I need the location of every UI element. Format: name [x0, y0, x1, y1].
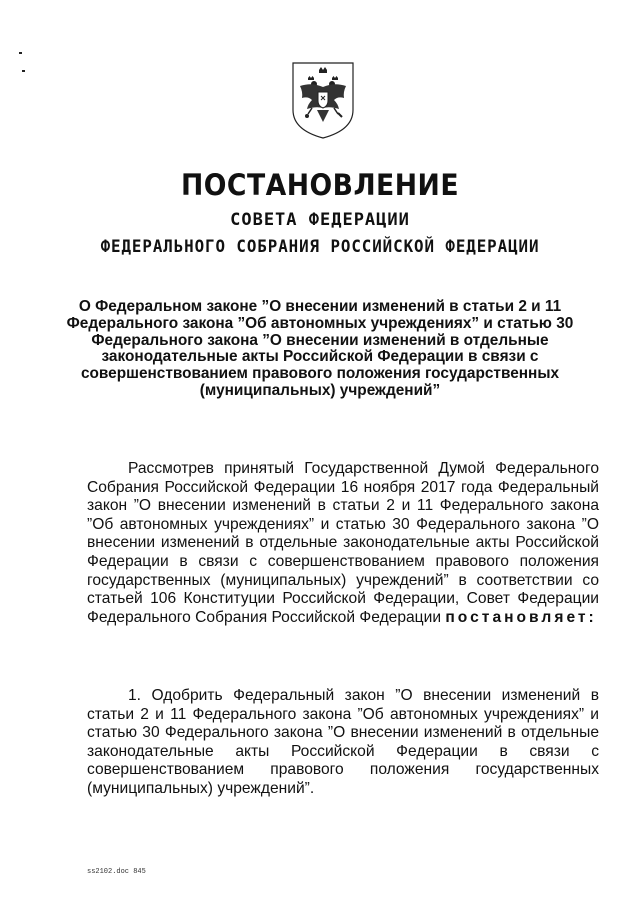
- resolution-item-1: 1. Одобрить Федеральный закон ”О внесении изменений в статьи 2 и 11 Федерального закона ”Об автономных учреждениях” и статью 30 Федерального закона ”О внесении изменений в отдельные законодательные акты Российской Федерации в связи с совершенствованием правового положения государственных (муниципальных) учреждений”.: [87, 687, 599, 797]
- file-code: ss2102.doc 845: [87, 868, 146, 876]
- scan-mark: [22, 70, 25, 72]
- document-subject: О Федеральном законе ”О внесении изменений в статьи 2 и 11 Федерального закона ”Об автономных учреждениях” и статью 30 Федерального закона ”О внесении изменений в отдельные законодательные акты Российской Федерации в связи с совершенствованием правового положения государственных (муниципальных) учреждений”: [66, 298, 574, 399]
- document-title: ПОСТАНОВЛЕНИЕ: [180, 168, 460, 202]
- resolves-word: постановляет:: [445, 608, 597, 626]
- preamble-paragraph: [87, 460, 599, 627]
- preamble-text: Рассмотрев принятый Государственной Думой Федерального Собрания Российской Федерации 16 ноября 2017 года Федеральный закон ”О внесении изменений в статьи 2 и 11 Федерального закона ”Об автономных учреждениях” и статью 30 Федерального закона ”О внесении изменений в отдельные законодательные акты Российской Федерации в связи с совершенствованием правового положения государственных (муниципальных) учреждений” в соответствии со статьей 106 Конституции Российской Федерации, Совет Федерации Федерального Собрания Российской Федерации: [87, 460, 599, 626]
- issuer-line-2: ФЕДЕРАЛЬНОГО СОБРАНИЯ РОССИЙСКОЙ ФЕДЕРАЦИИ: [100, 237, 540, 257]
- coat-of-arms-emblem: [290, 60, 356, 140]
- scan-mark: [19, 52, 22, 54]
- issuer-line-1: СОВЕТА ФЕДЕРАЦИИ: [230, 210, 410, 230]
